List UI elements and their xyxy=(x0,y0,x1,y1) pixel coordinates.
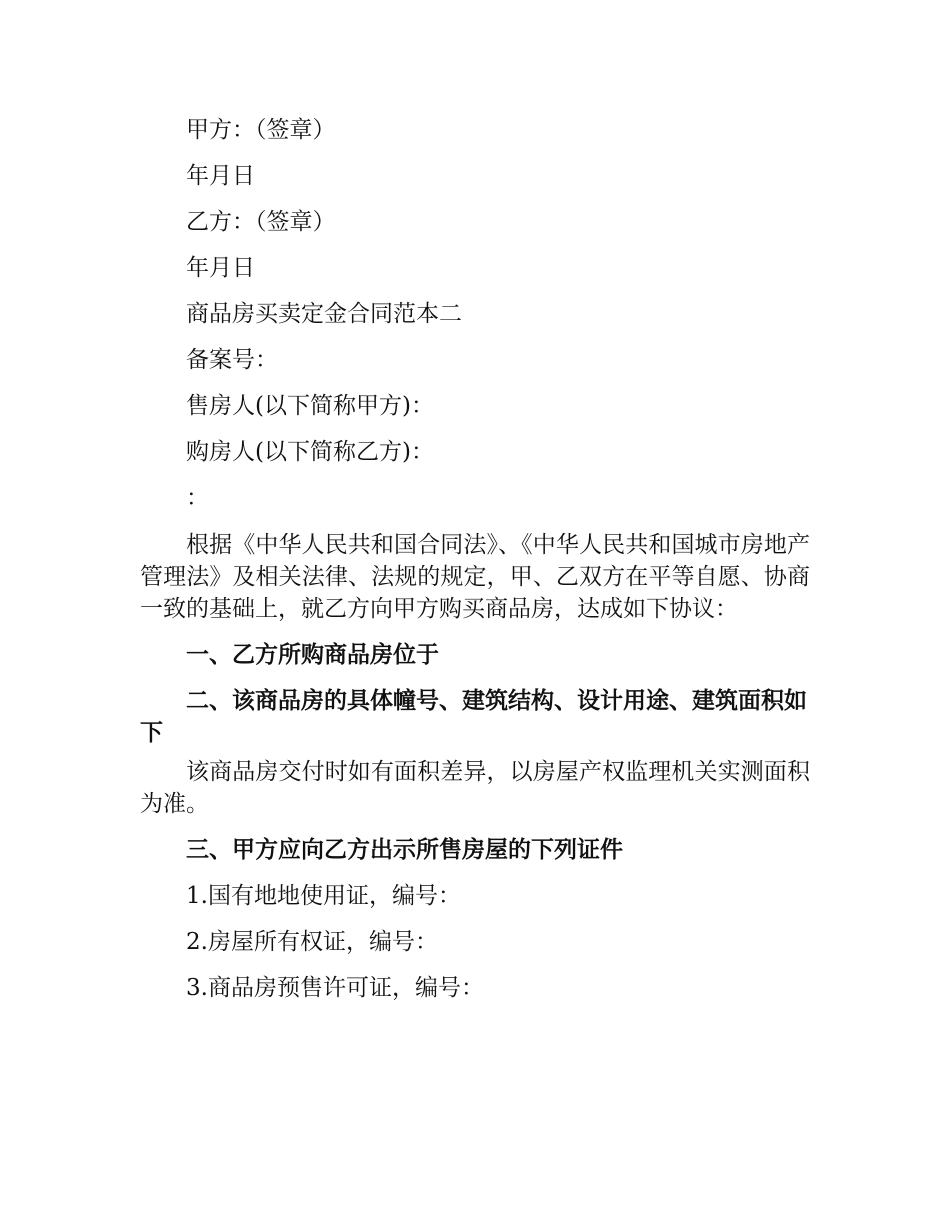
section-1-heading: 一、乙方所购商品房位于 xyxy=(186,642,439,668)
seller-line: 售房人(以下简称甲方)： xyxy=(186,393,434,419)
party-a-signature-line: 甲方：（签章） xyxy=(186,117,336,143)
certificate-item: 3.商品房预售许可证，编号： xyxy=(186,975,484,1001)
date-line: 年月日 xyxy=(186,163,255,189)
intro-paragraph: 根据《中华人民共和国合同法》、《中华人民共和国城市房地产管理法》及相关法律、法规的规定，甲、乙双方在平等自愿、协商一致的基础上，就乙方向甲方购买商品房，达成如下协议： xyxy=(140,532,810,622)
section-2-note: 该商品房交付时如有面积差异，以房屋产权监理机关实测面积为准。 xyxy=(140,759,810,817)
document-body xyxy=(140,107,810,1011)
colon-line: ： xyxy=(186,485,209,511)
certificate-item: 2.房屋所有权证，编号： xyxy=(186,929,438,955)
party-b-signature-line: 乙方：（签章） xyxy=(186,209,336,235)
section-3-heading: 三、甲方应向乙方出示所售房屋的下列证件 xyxy=(186,837,623,863)
date-line: 年月日 xyxy=(186,255,255,281)
contract-title: 商品房买卖定金合同范本二 xyxy=(186,301,462,327)
section-2-heading: 二、该商品房的具体幢号、建筑结构、设计用途、建筑面积如下 xyxy=(140,688,807,746)
record-number-line: 备案号： xyxy=(186,347,278,373)
certificate-item: 1.国有地地使用证，编号： xyxy=(186,883,461,909)
buyer-line: 购房人(以下简称乙方)： xyxy=(186,439,434,465)
